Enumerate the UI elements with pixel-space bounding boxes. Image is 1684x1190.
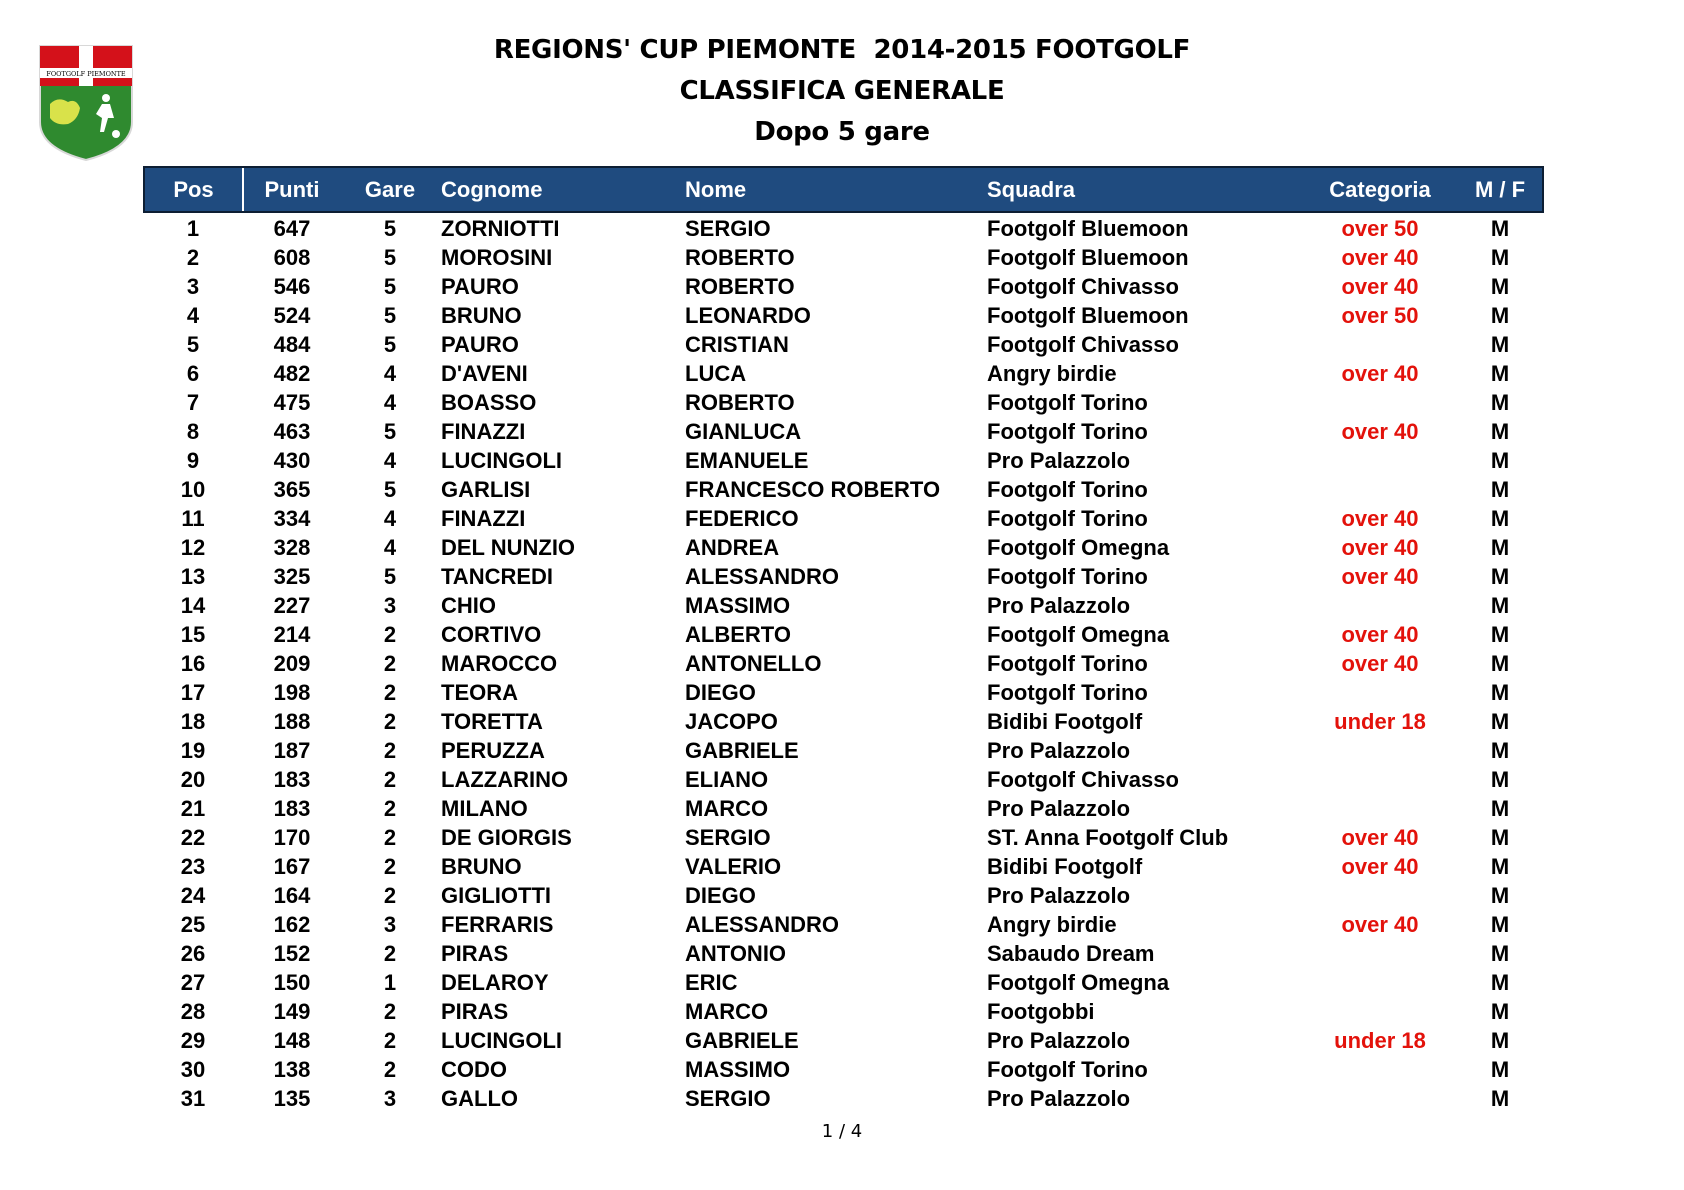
cell-nome: JACOPO — [685, 709, 778, 734]
cell-cognome: DELAROY — [441, 970, 549, 995]
cell-punti: 138 — [273, 1057, 311, 1082]
cell-nome: LEONARDO — [685, 303, 811, 328]
cell-categoria: over 40 — [1341, 506, 1419, 531]
cell-gare: 2 — [383, 941, 397, 966]
cell-nome: MASSIMO — [685, 593, 791, 618]
table-row — [0, 591, 1684, 620]
cell-nome: ROBERTO — [685, 390, 795, 415]
header-gare: Gare — [364, 177, 416, 202]
cell-pos: 15 — [180, 622, 206, 647]
cell-cognome: FINAZZI — [441, 419, 526, 444]
cell-mf: M — [1490, 506, 1510, 531]
title-line-1: REGIONS' CUP PIEMONTE 2014-2015 FOOTGOLF — [493, 35, 1191, 65]
cell-pos: 14 — [180, 593, 206, 618]
title-line-3: Dopo 5 gare — [754, 117, 930, 147]
cell-pos: 19 — [180, 738, 206, 763]
cell-punti: 148 — [273, 1028, 311, 1053]
cell-mf: M — [1490, 622, 1510, 647]
cell-cognome: PAURO — [441, 332, 519, 357]
cell-nome: MARCO — [685, 999, 769, 1024]
cell-squadra: Footgolf Torino — [987, 506, 1148, 531]
cell-pos: 2 — [186, 245, 200, 270]
cell-categoria: under 18 — [1334, 709, 1426, 734]
cell-categoria: over 40 — [1341, 651, 1419, 676]
cell-punti: 198 — [273, 680, 311, 705]
cell-punti: 365 — [273, 477, 311, 502]
cell-pos: 10 — [180, 477, 206, 502]
table-row — [0, 910, 1684, 939]
table-row — [0, 823, 1684, 852]
table-row — [0, 475, 1684, 504]
table-row — [0, 707, 1684, 736]
cell-pos: 4 — [186, 303, 200, 328]
cell-nome: FRANCESCO ROBERTO — [685, 477, 941, 502]
cell-nome: ERIC — [685, 970, 738, 995]
cell-cognome: PAURO — [441, 274, 519, 299]
table-row — [0, 765, 1684, 794]
cell-gare: 5 — [383, 477, 397, 502]
cell-categoria: over 40 — [1341, 419, 1419, 444]
header-mf: M / F — [1474, 177, 1526, 202]
cell-squadra: Angry birdie — [987, 912, 1117, 937]
cell-mf: M — [1490, 651, 1510, 676]
table-row — [0, 736, 1684, 765]
cell-nome: ROBERTO — [685, 274, 795, 299]
cell-pos: 31 — [180, 1086, 206, 1111]
cell-mf: M — [1490, 825, 1510, 850]
cell-cognome: PERUZZA — [441, 738, 545, 763]
cell-squadra: Footgolf Torino — [987, 651, 1148, 676]
table-row — [0, 533, 1684, 562]
cell-gare: 2 — [383, 999, 397, 1024]
cell-nome: ROBERTO — [685, 245, 795, 270]
header-categoria: Categoria — [1329, 177, 1431, 202]
cell-cognome: DEL NUNZIO — [441, 535, 576, 560]
cell-categoria: over 40 — [1341, 564, 1419, 589]
cell-pos: 7 — [186, 390, 200, 415]
table-row — [0, 417, 1684, 446]
cell-squadra: Pro Palazzolo — [987, 448, 1131, 473]
table-row — [0, 272, 1684, 301]
cell-punti: 135 — [273, 1086, 311, 1111]
cell-punti: 430 — [273, 448, 311, 473]
cell-mf: M — [1490, 767, 1510, 792]
cell-pos: 28 — [180, 999, 206, 1024]
cell-cognome: FINAZZI — [441, 506, 526, 531]
cell-mf: M — [1490, 1028, 1510, 1053]
cell-mf: M — [1490, 854, 1510, 879]
cell-cognome: LUCINGOLI — [441, 1028, 562, 1053]
cell-pos: 18 — [180, 709, 206, 734]
cell-cognome: FERRARIS — [441, 912, 554, 937]
cell-punti: 150 — [273, 970, 311, 995]
cell-pos: 13 — [180, 564, 206, 589]
cell-nome: SERGIO — [685, 825, 771, 850]
cell-cognome: BRUNO — [441, 854, 522, 879]
cell-gare: 4 — [383, 390, 397, 415]
cell-gare: 5 — [383, 419, 397, 444]
cell-cognome: GALLO — [441, 1086, 518, 1111]
cell-nome: DIEGO — [685, 883, 756, 908]
table-row — [0, 562, 1684, 591]
cell-gare: 2 — [383, 709, 397, 734]
cell-pos: 21 — [180, 796, 206, 821]
cell-punti: 187 — [273, 738, 311, 763]
cell-cognome: BRUNO — [441, 303, 522, 328]
cell-gare: 3 — [383, 593, 397, 618]
cell-punti: 484 — [273, 332, 311, 357]
cell-pos: 3 — [186, 274, 200, 299]
cell-punti: 647 — [273, 216, 311, 241]
cell-squadra: Footgolf Torino — [987, 564, 1148, 589]
cell-pos: 11 — [181, 506, 205, 531]
cell-punti: 546 — [273, 274, 311, 299]
cell-pos: 29 — [180, 1028, 206, 1053]
cell-nome: SERGIO — [685, 1086, 771, 1111]
cell-cognome: GARLISI — [441, 477, 531, 502]
cell-mf: M — [1490, 303, 1510, 328]
cell-mf: M — [1490, 680, 1510, 705]
cell-punti: 162 — [273, 912, 311, 937]
cell-gare: 2 — [383, 883, 397, 908]
cell-pos: 27 — [180, 970, 206, 995]
cell-mf: M — [1490, 216, 1510, 241]
cell-nome: GIANLUCA — [685, 419, 802, 444]
table-row — [0, 330, 1684, 359]
cell-gare: 5 — [383, 245, 397, 270]
table-row — [0, 214, 1684, 243]
table-row — [0, 1055, 1684, 1084]
cell-mf: M — [1490, 709, 1510, 734]
cell-pos: 17 — [180, 680, 206, 705]
cell-squadra: Footgolf Omegna — [987, 970, 1170, 995]
cell-squadra: Pro Palazzolo — [987, 883, 1131, 908]
cell-squadra: Bidibi Footgolf — [987, 854, 1143, 879]
cell-punti: 475 — [273, 390, 311, 415]
cell-cognome: ZORNIOTTI — [441, 216, 560, 241]
cell-punti: 214 — [273, 622, 311, 647]
cell-categoria: over 40 — [1341, 361, 1419, 386]
cell-gare: 5 — [383, 564, 397, 589]
table-row — [0, 881, 1684, 910]
cell-punti: 608 — [273, 245, 311, 270]
cell-squadra: Bidibi Footgolf — [987, 709, 1143, 734]
cell-pos: 23 — [180, 854, 206, 879]
cell-cognome: LAZZARINO — [441, 767, 569, 792]
cell-mf: M — [1490, 361, 1510, 386]
cell-pos: 20 — [180, 767, 206, 792]
title-line-2: CLASSIFICA GENERALE — [679, 76, 1005, 106]
cell-categoria: over 40 — [1341, 535, 1419, 560]
cell-punti: 482 — [273, 361, 311, 386]
cell-nome: ALESSANDRO — [685, 912, 840, 937]
table-row — [0, 620, 1684, 649]
cell-mf: M — [1490, 912, 1510, 937]
cell-squadra: Footgolf Omegna — [987, 535, 1170, 560]
cell-cognome: CODO — [441, 1057, 507, 1082]
cell-gare: 4 — [383, 361, 397, 386]
cell-punti: 463 — [273, 419, 311, 444]
table-row — [0, 939, 1684, 968]
cell-gare: 1 — [383, 970, 397, 995]
cell-cognome: PIRAS — [441, 941, 509, 966]
cell-pos: 12 — [180, 535, 206, 560]
cell-categoria: over 40 — [1341, 854, 1419, 879]
cell-punti: 328 — [273, 535, 311, 560]
header-squadra: Squadra — [987, 177, 1076, 202]
cell-gare: 2 — [383, 767, 397, 792]
cell-punti: 209 — [273, 651, 311, 676]
cell-cognome: PIRAS — [441, 999, 509, 1024]
cell-pos: 24 — [180, 883, 206, 908]
cell-gare: 5 — [383, 332, 397, 357]
cell-nome: EMANUELE — [685, 448, 809, 473]
standings-table-body — [0, 214, 1684, 1113]
cell-squadra: Sabaudo Dream — [987, 941, 1155, 966]
cell-mf: M — [1490, 245, 1510, 270]
cell-categoria: under 18 — [1334, 1028, 1426, 1053]
cell-nome: ALESSANDRO — [685, 564, 840, 589]
cell-pos: 5 — [186, 332, 200, 357]
table-row — [0, 243, 1684, 272]
cell-pos: 9 — [186, 448, 200, 473]
cell-cognome: CORTIVO — [441, 622, 542, 647]
cell-squadra: Pro Palazzolo — [987, 1086, 1131, 1111]
cell-punti: 325 — [273, 564, 311, 589]
cell-gare: 2 — [383, 651, 397, 676]
cell-mf: M — [1490, 477, 1510, 502]
cell-punti: 183 — [273, 796, 311, 821]
page-indicator: 1 / 4 — [821, 1121, 863, 1142]
cell-nome: GABRIELE — [685, 1028, 799, 1053]
cell-gare: 2 — [383, 680, 397, 705]
cell-squadra: Footgolf Chivasso — [987, 274, 1179, 299]
cell-nome: GABRIELE — [685, 738, 799, 763]
cell-gare: 5 — [383, 216, 397, 241]
cell-mf: M — [1490, 535, 1510, 560]
cell-mf: M — [1490, 593, 1510, 618]
cell-nome: CRISTIAN — [685, 332, 789, 357]
table-row — [0, 852, 1684, 881]
cell-mf: M — [1490, 564, 1510, 589]
table-row — [0, 649, 1684, 678]
cell-mf: M — [1490, 419, 1510, 444]
cell-punti: 164 — [273, 883, 311, 908]
table-row — [0, 1026, 1684, 1055]
cell-mf: M — [1490, 999, 1510, 1024]
cell-gare: 2 — [383, 622, 397, 647]
cell-gare: 3 — [383, 1086, 397, 1111]
cell-squadra: Footgolf Omegna — [987, 622, 1170, 647]
table-row — [0, 446, 1684, 475]
cell-squadra: Pro Palazzolo — [987, 1028, 1131, 1053]
cell-cognome: MAROCCO — [441, 651, 558, 676]
cell-nome: ANTONIO — [685, 941, 787, 966]
table-row — [0, 997, 1684, 1026]
cell-cognome: TEORA — [441, 680, 518, 705]
cell-cognome: BOASSO — [441, 390, 537, 415]
cell-nome: ANDREA — [685, 535, 780, 560]
cell-punti: 183 — [273, 767, 311, 792]
cell-gare: 4 — [383, 506, 397, 531]
logo-text: FOOTGOLF PIEMONTE — [46, 70, 126, 78]
cell-categoria: over 50 — [1341, 216, 1419, 241]
cell-squadra: Footgolf Chivasso — [987, 767, 1179, 792]
cell-gare: 4 — [383, 448, 397, 473]
cell-punti: 227 — [273, 593, 311, 618]
cell-punti: 170 — [273, 825, 311, 850]
cell-squadra: Angry birdie — [987, 361, 1117, 386]
table-row — [0, 678, 1684, 707]
cell-cognome: CHIO — [441, 593, 496, 618]
cell-cognome: TANCREDI — [441, 564, 554, 589]
cell-squadra: Footgolf Bluemoon — [987, 216, 1189, 241]
table-row — [0, 794, 1684, 823]
table-header — [143, 166, 1544, 213]
cell-nome: VALERIO — [685, 854, 782, 879]
cell-gare: 2 — [383, 825, 397, 850]
cell-categoria: over 40 — [1341, 622, 1419, 647]
header-pos: Pos — [173, 177, 214, 202]
cell-squadra: Pro Palazzolo — [987, 796, 1131, 821]
cell-cognome: TORETTA — [441, 709, 543, 734]
cell-mf: M — [1490, 274, 1510, 299]
cell-nome: LUCA — [685, 361, 747, 386]
cell-punti: 188 — [273, 709, 311, 734]
cell-cognome: GIGLIOTTI — [441, 883, 551, 908]
cell-categoria: over 40 — [1341, 245, 1419, 270]
cell-nome: ALBERTO — [685, 622, 791, 647]
cell-gare: 2 — [383, 1057, 397, 1082]
cell-pos: 6 — [186, 361, 200, 386]
cell-mf: M — [1490, 970, 1510, 995]
cell-nome: SERGIO — [685, 216, 771, 241]
cell-gare: 5 — [383, 303, 397, 328]
cell-nome: DIEGO — [685, 680, 756, 705]
cell-squadra: Footgolf Torino — [987, 390, 1148, 415]
header-cognome: Cognome — [441, 177, 543, 202]
cell-punti: 152 — [273, 941, 311, 966]
cell-cognome: D'AVENI — [441, 361, 528, 386]
cell-mf: M — [1490, 448, 1510, 473]
cell-gare: 2 — [383, 1028, 397, 1053]
cell-nome: FEDERICO — [685, 506, 799, 531]
cell-squadra: Footgolf Chivasso — [987, 332, 1179, 357]
cell-pos: 8 — [186, 419, 200, 444]
table-row — [0, 359, 1684, 388]
cell-categoria: over 40 — [1341, 274, 1419, 299]
header-nome: Nome — [685, 177, 747, 202]
cell-mf: M — [1490, 1086, 1510, 1111]
cell-pos: 22 — [180, 825, 206, 850]
header-punti: Punti — [264, 177, 320, 202]
cell-pos: 1 — [186, 216, 200, 241]
table-row — [0, 388, 1684, 417]
cell-squadra: Footgolf Torino — [987, 477, 1148, 502]
document-title-block — [0, 30, 1684, 153]
table-row — [0, 301, 1684, 330]
cell-squadra: Footgobbi — [987, 999, 1095, 1024]
cell-mf: M — [1490, 1057, 1510, 1082]
cell-categoria: over 40 — [1341, 912, 1419, 937]
cell-gare: 3 — [383, 912, 397, 937]
cell-punti: 167 — [273, 854, 311, 879]
cell-gare: 2 — [383, 796, 397, 821]
cell-categoria: over 50 — [1341, 303, 1419, 328]
table-row — [0, 504, 1684, 533]
cell-squadra: Footgolf Torino — [987, 680, 1148, 705]
cell-squadra: Pro Palazzolo — [987, 738, 1131, 763]
cell-mf: M — [1490, 332, 1510, 357]
table-row — [0, 1084, 1684, 1113]
cell-gare: 2 — [383, 854, 397, 879]
cell-mf: M — [1490, 390, 1510, 415]
cell-squadra: ST. Anna Footgolf Club — [987, 825, 1229, 850]
cell-pos: 30 — [180, 1057, 206, 1082]
cell-nome: ELIANO — [685, 767, 769, 792]
cell-gare: 2 — [383, 738, 397, 763]
cell-nome: MARCO — [685, 796, 769, 821]
cell-nome: ANTONELLO — [685, 651, 822, 676]
cell-pos: 16 — [180, 651, 206, 676]
cell-punti: 334 — [273, 506, 311, 531]
cell-pos: 26 — [180, 941, 206, 966]
cell-gare: 4 — [383, 535, 397, 560]
cell-punti: 149 — [273, 999, 311, 1024]
table-row — [0, 968, 1684, 997]
cell-nome: MASSIMO — [685, 1057, 791, 1082]
cell-gare: 5 — [383, 274, 397, 299]
cell-squadra: Footgolf Bluemoon — [987, 303, 1189, 328]
cell-pos: 25 — [180, 912, 206, 937]
cell-squadra: Footgolf Torino — [987, 1057, 1148, 1082]
cell-squadra: Pro Palazzolo — [987, 593, 1131, 618]
cell-squadra: Footgolf Torino — [987, 419, 1148, 444]
cell-mf: M — [1490, 796, 1510, 821]
cell-cognome: MOROSINI — [441, 245, 553, 270]
cell-punti: 524 — [273, 303, 311, 328]
cell-squadra: Footgolf Bluemoon — [987, 245, 1189, 270]
cell-mf: M — [1490, 738, 1510, 763]
cell-cognome: DE GIORGIS — [441, 825, 572, 850]
cell-categoria: over 40 — [1341, 825, 1419, 850]
cell-cognome: LUCINGOLI — [441, 448, 562, 473]
cell-mf: M — [1490, 941, 1510, 966]
cell-cognome: MILANO — [441, 796, 528, 821]
cell-mf: M — [1490, 883, 1510, 908]
